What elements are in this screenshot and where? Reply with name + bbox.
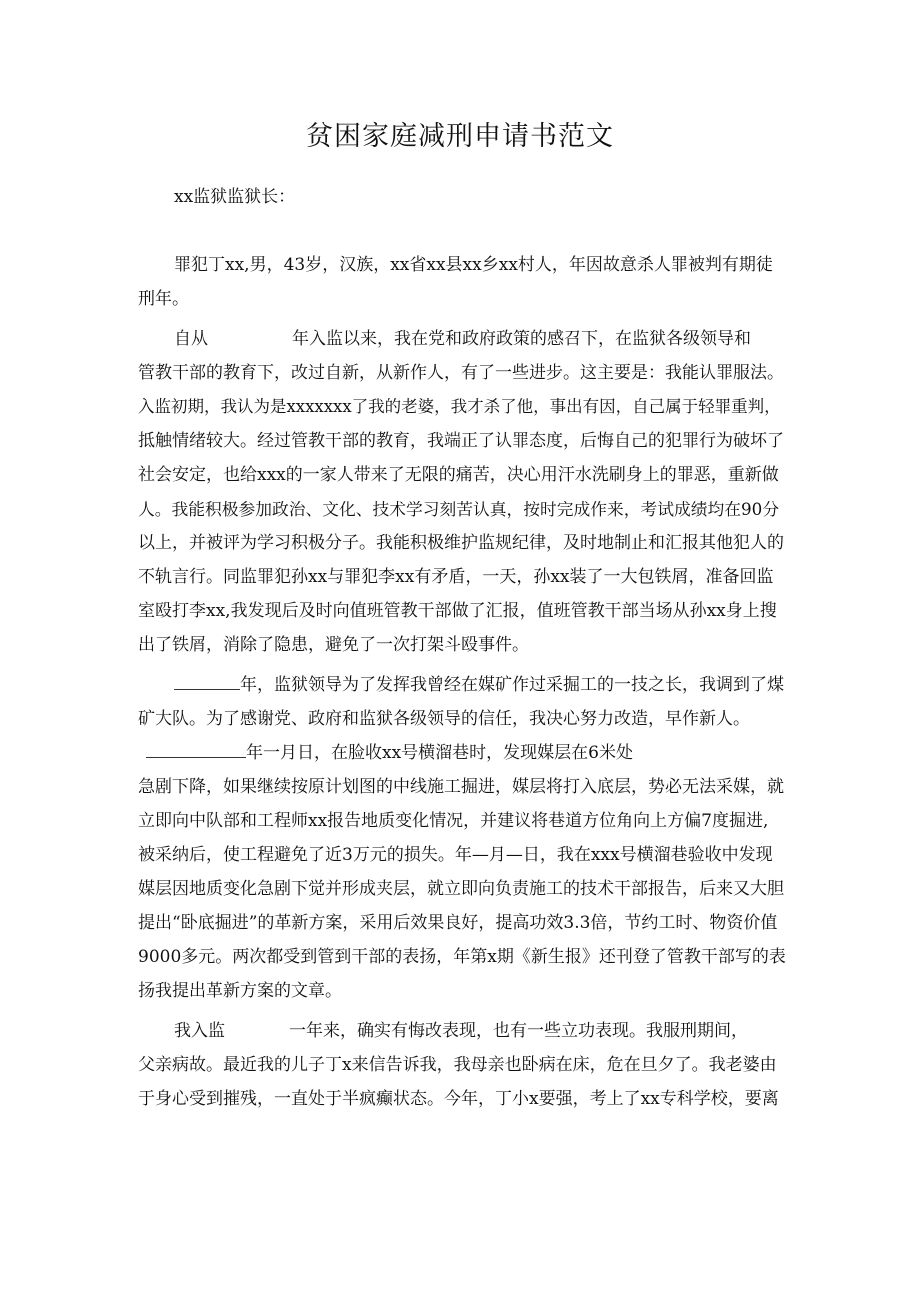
body-line: 以上，并被评为学习积极分子。我能积极维护监规纪律，及时地制止和汇报其他犯人的 [138,533,784,553]
body-line: 提出“卧底掘进”的革新方案，采用后效果良好，提高功效3.3倍，节约工时、物资价值 [138,913,778,933]
salutation: xx监狱监狱长： [174,187,296,207]
body-line-fragment: 年，监狱领导为了发挥我曾经在媒矿作过采掘工的一技之长，我调到了煤 [240,675,784,695]
body-line: 被采纳后，使工程避免了近3万元的损失。年—月—日，我在xxx号横溜巷验收中发现 [138,845,773,865]
fill-in-blank [146,737,246,758]
body-line: 刑年。 [138,289,189,309]
body-line [138,736,788,770]
body-line: 矿大队。为了感谢党、政府和监狱各级领导的信任，我决心努力改造，早作新人。 [138,709,750,729]
body-line [138,668,788,702]
body-line: 急剧下降，如果继续按原计划图的中线施工掘进，媒层将打入底层，势必无法采媒，就 [138,777,784,797]
body-line-fragment: 年一月日，在脸收xx号横溜巷时，发现媒层在6米处 [246,743,633,763]
body-line: 人。我能积极参加政治、文化、技术学习刻苦认真，按时完成作来，考试成绩均在90分 [138,499,780,519]
body-line: 罪犯丁xx,男，43岁，汉族，xx省xx县xx乡xx村人，年因故意杀人罪被判有期徒 [174,255,773,275]
body-line: 媒层因地质变化急剧下觉并形成夹层，就立即向负责施工的技术干部报告，后来又大胆 [138,879,784,899]
body-line: 于身心受到摧残，一直处于半疯癫状态。今年，丁小x要强，考上了xx专科学校，要离 [138,1089,779,1109]
body-line: 不轨言行。同监罪犯孙xx与罪犯李xx有矛盾，一天，孙xx装了一大包铁屑，准备回监 [138,567,774,587]
document-body [138,248,788,1116]
body-line-fragment: 自从 [174,329,208,349]
body-line-fragment: 年入监以来，我在党和政府政策的感召下，在监狱各级领导和 [292,329,751,349]
body-line: 抵触情绪较大。经过管教干部的教育，我端正了认罪态度，后悔自己的犯罪行为破坏了 [138,431,784,451]
fill-in-blank [174,669,240,690]
body-line: 父亲病故。最近我的儿子丁x来信告诉我，我母亲也卧病在床，危在旦夕了。我老婆由 [138,1055,777,1075]
body-line: 入监初期，我认为是xxxxxxx了我的老婆，我才杀了他，事出有因，自己属于轻罪重判， [138,397,781,416]
document-title: 贫困家庭减刑申请书范文 [306,121,614,152]
body-line [138,1014,788,1048]
body-line-fragment: 一年来，确实有悔改表现，也有一些立功表现。我服刑期间， [289,1021,748,1041]
body-line: 管教干部的教育下，改过自新，从新作人，有了一些进步。这主要是：我能认罪服法。 [138,363,784,383]
body-line-fragment: 我入监 [174,1021,225,1041]
body-line [138,322,788,356]
body-line: 室殴打李xx,我发现后及时向值班管教干部做了汇报，值班管教干部当场从孙xx身上搜 [138,601,777,621]
body-line: 扬我提出革新方案的文章。 [138,981,342,1001]
body-line: 社会安定，也给xxx的一家人带来了无限的痛苦，决心用汗水洗刷身上的罪恶，重新做 [138,465,779,485]
body-line: 立即向中队部和工程师xx报告地质变化情况，并建议将巷道方位角向上方偏7度掘进, [138,811,769,831]
body-line: 出了铁屑，消除了隐患，避免了一次打架斗殴事件。 [138,635,529,655]
body-line: 9000多元。两次都受到管到干部的表扬，年第x期《新生报》还刊登了管教干部写的表 [138,947,786,967]
